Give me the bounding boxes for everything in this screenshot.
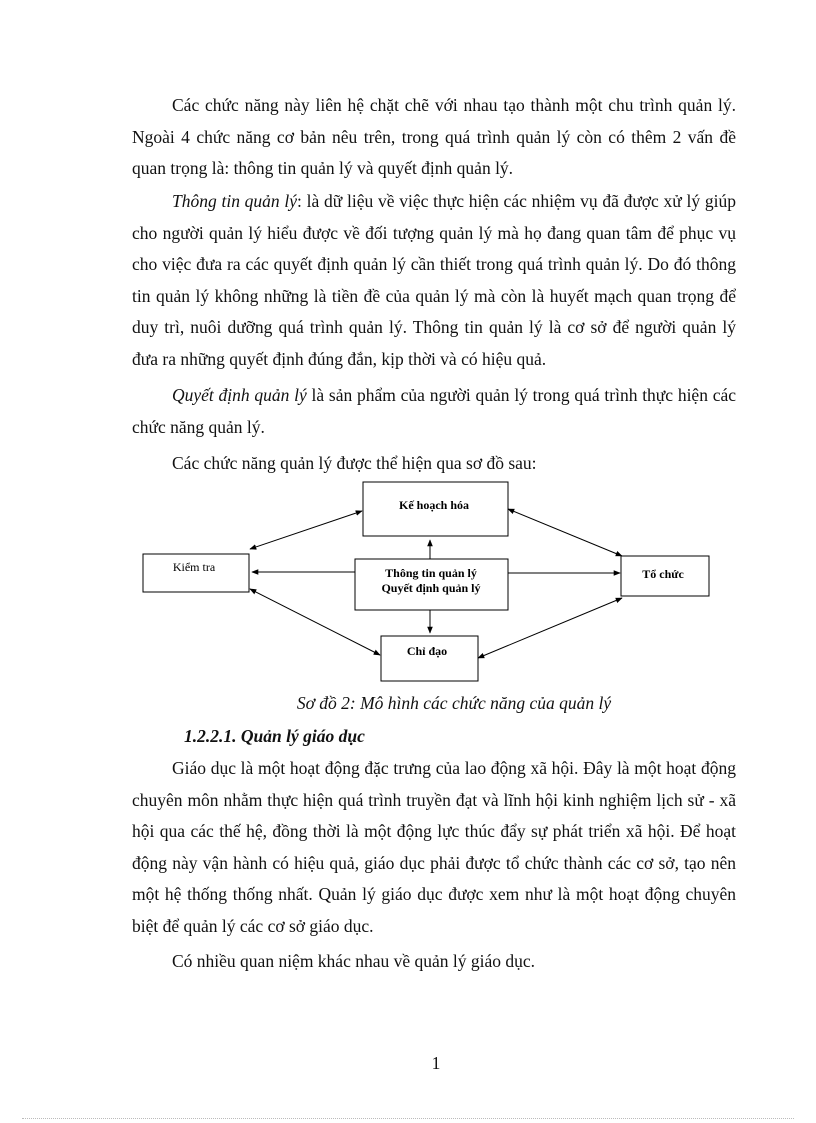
paragraph-management-info-body: : là dữ liệu về việc thực hiện các nhiệm vụ đã được xử lý giúp cho người quản lý hiểu được về đối tượng quản lý mà họ đang quan tâm để phục vụ cho việc đưa ra các quyết định quản lý cần thiết trong quá trình quản lý. Do đó thông tin quản lý không những là tiền đề của quản lý mà còn là huyết mạch quan trọng để duy trì, nuôi dưỡng quá trình quản lý. Thông tin quản lý là cơ sở để người quản lý đưa ra những quyết định đúng đắn, kịp thời và có hiệu quả.: [132, 191, 736, 369]
diagram-caption: Sơ đồ 2: Mô hình các chức năng của quản lý: [296, 693, 612, 713]
section-heading: 1.2.2.1. Quản lý giáo dục: [184, 726, 365, 746]
box-organizing: [621, 556, 709, 596]
paragraph-management-decision-body: là sản phẩm của người quản lý trong quá trình thực hiện các chức năng quản lý.: [132, 385, 737, 437]
page-bottom-border: [22, 1118, 794, 1119]
page-number: 1: [431, 1053, 441, 1073]
arrow-planning-control: [250, 511, 362, 549]
box-planning-label: Kế hoạch hóa: [398, 498, 470, 512]
paragraph-diagram-intro: Các chức năng quản lý được thể hiện qua sơ đồ sau:: [172, 453, 537, 473]
box-directing: [381, 636, 478, 681]
box-control: [143, 554, 249, 592]
term-management-info: Thông tin quản lý: [172, 191, 298, 211]
box-center: [355, 559, 508, 610]
box-organizing-label: Tổ chức: [642, 567, 684, 581]
box-center-line1: Thông tin quản lý: [385, 566, 477, 580]
arrow-planning-organizing: [508, 509, 622, 556]
term-management-decision: Quyết định quản lý: [172, 385, 307, 405]
paragraph-education: Giáo dục là một hoạt động đặc trưng của lao động xã hội. Đây là một hoạt động chuyên môn nhằm thực hiện quá trình truyền đạt và lĩnh hội kinh nghiệm lịch sử - xã hội qua các thế hệ, đồng thời là một động lực thúc đẩy sự phát triển xã hội. Để hoạt động này vận hành có hiệu quả, giáo dục phải được tổ chức thành các cơ sở, tạo nên một hệ thống thống nhất. Quản lý giáo dục được xem như là một hoạt động chuyên biệt để quản lý các cơ sở giáo dục.: [132, 758, 736, 936]
box-center-line2: Quyết định quản lý: [381, 581, 481, 595]
box-planning: [363, 482, 508, 536]
box-control-label: Kiểm tra: [172, 560, 216, 574]
paragraph-education-views: Có nhiều quan niệm khác nhau về quản lý giáo dục.: [172, 951, 536, 971]
paragraph-cycle: Các chức năng này liên hệ chặt chẽ với nhau tạo thành một chu trình quản lý. Ngoài 4 chức năng cơ bản nêu trên, trong quá trình quản lý còn có thêm 2 vấn đề quan trọng là: thông tin quản lý và quyết định quản lý.: [132, 95, 736, 179]
box-directing-label: Chỉ đạo: [406, 644, 448, 658]
